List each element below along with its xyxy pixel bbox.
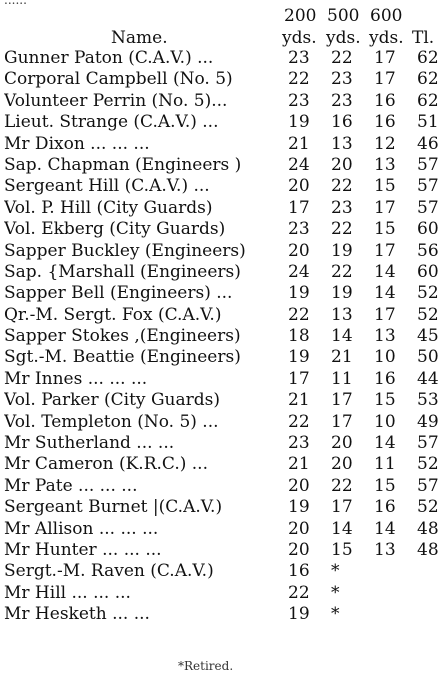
table-row [0, 433, 443, 454]
table-row [0, 347, 443, 368]
table-row [0, 561, 443, 582]
score-500: 17 [331, 411, 353, 432]
score-200: 19 [288, 283, 310, 304]
score-500: 22 [331, 219, 353, 240]
score-600: 16 [374, 497, 396, 518]
score-600: 17 [374, 240, 396, 261]
competitor-name: Sergt.-M. Raven (C.A.V.) [4, 561, 214, 582]
score-600: 14 [374, 518, 396, 539]
header-600-range: 600 [370, 6, 403, 26]
competitor-name: Sgt.-M. Beattie (Engineers) [4, 347, 241, 368]
score-500: 17 [331, 497, 353, 518]
score-total: 57 [417, 176, 439, 197]
competitor-name: Lieut. Strange (C.A.V.) ... [4, 112, 219, 133]
top-cut-off-text: ...... [4, 0, 27, 7]
score-600: 13 [374, 539, 396, 560]
score-total: 44 [417, 368, 439, 389]
score-total: 51 [417, 112, 439, 133]
score-total: 45 [417, 326, 439, 347]
score-200: 17 [288, 368, 310, 389]
table-row [0, 390, 443, 411]
score-200: 23 [288, 433, 310, 454]
score-total: 60 [417, 219, 439, 240]
score-200: 22 [288, 69, 310, 90]
score-600: 16 [374, 112, 396, 133]
score-200: 19 [288, 604, 310, 625]
table-row [0, 155, 443, 176]
header-total: Tl. [412, 28, 435, 48]
score-total: 53 [417, 390, 439, 411]
score-total: 52 [417, 283, 439, 304]
score-500: 22 [331, 261, 353, 282]
score-600: 10 [374, 347, 396, 368]
score-total: 52 [417, 454, 439, 475]
competitor-name: Sergeant Burnet |(C.A.V.) [4, 497, 223, 518]
competitor-name: Qr.-M. Sergt. Fox (C.A.V.) [4, 304, 222, 325]
score-total: 49 [417, 411, 439, 432]
competitor-name: Gunner Paton (C.A.V.) ... [4, 48, 214, 68]
table-row [0, 476, 443, 497]
competitor-name: Sergeant Hill (C.A.V.) ... [4, 176, 210, 197]
competitor-name: Sapper Bell (Engineers) ... [4, 283, 233, 304]
score-600: 13 [374, 154, 396, 175]
header-200-range: 200 [284, 6, 317, 26]
table-row [0, 262, 443, 283]
score-600: 10 [374, 411, 396, 432]
score-total: 62 [417, 90, 439, 111]
header-600-unit: yds. [369, 28, 404, 48]
score-500: 19 [331, 240, 353, 261]
score-500: 11 [331, 368, 353, 389]
score-600: 14 [374, 261, 396, 282]
score-total: 57 [417, 433, 439, 454]
table-row [0, 305, 443, 326]
competitor-name: Volunteer Perrin (No. 5)... [4, 90, 228, 111]
bottom-cut-off-note: *Retired. [178, 659, 234, 673]
score-total: 62 [417, 48, 439, 68]
table-row [0, 112, 443, 133]
score-200: 20 [288, 176, 310, 197]
score-500: 21 [331, 347, 353, 368]
score-500: 17 [331, 390, 353, 411]
score-500: 22 [331, 176, 353, 197]
score-500: 20 [331, 154, 353, 175]
table-row [0, 326, 443, 347]
score-total: 52 [417, 497, 439, 518]
score-200: 22 [288, 582, 310, 603]
score-total: 50 [417, 347, 439, 368]
score-200: 19 [288, 112, 310, 133]
score-200: 20 [288, 240, 310, 261]
competitor-name: Corporal Campbell (No. 5) [4, 69, 233, 90]
competitor-name: Mr Allison ... ... ... [4, 518, 159, 539]
table-row [0, 283, 443, 304]
competitor-name: Mr Hunter ... ... ... [4, 539, 162, 560]
table-row [0, 176, 443, 197]
table-row [0, 369, 443, 390]
score-600: 17 [374, 197, 396, 218]
score-total: 46 [417, 133, 439, 154]
score-total: 56 [417, 240, 439, 261]
score-200: 19 [288, 347, 310, 368]
score-200: 16 [288, 561, 310, 582]
table-row [0, 198, 443, 219]
score-600: 16 [374, 368, 396, 389]
score-total: 48 [417, 539, 439, 560]
score-200: 20 [288, 518, 310, 539]
header-500-range: 500 [327, 6, 360, 26]
score-600: 12 [374, 133, 396, 154]
score-total: 48 [417, 518, 439, 539]
score-table-body [0, 48, 443, 626]
score-500: 20 [331, 454, 353, 475]
competitor-name: Sapper Stokes ,(Engineers) [4, 326, 241, 347]
competitor-name: Vol. Ekberg (City Guards) [4, 219, 226, 240]
competitor-name: Mr Hill ... ... ... [4, 582, 131, 603]
score-total: 52 [417, 304, 439, 325]
table-row [0, 519, 443, 540]
score-200: 22 [288, 304, 310, 325]
table-row [0, 69, 443, 90]
table-row [0, 48, 443, 69]
header-200-unit: yds. [282, 28, 317, 48]
score-total: 57 [417, 475, 439, 496]
score-500: 14 [331, 326, 353, 347]
table-row [0, 497, 443, 518]
score-200: 20 [288, 539, 310, 560]
score-600: 13 [374, 326, 396, 347]
score-600: 15 [374, 390, 396, 411]
table-row [0, 241, 443, 262]
score-200: 23 [288, 48, 310, 68]
score-200: 23 [288, 219, 310, 240]
score-200: 19 [288, 497, 310, 518]
competitor-name: Mr Sutherland ... ... [4, 433, 175, 454]
score-total: 62 [417, 69, 439, 90]
table-row [0, 583, 443, 604]
table-row [0, 540, 443, 561]
score-600: 14 [374, 283, 396, 304]
score-500: 13 [331, 133, 353, 154]
score-total: 60 [417, 261, 439, 282]
retired-marker: * [331, 604, 340, 625]
score-600: 17 [374, 304, 396, 325]
score-600: 17 [374, 48, 396, 68]
score-600: 15 [374, 176, 396, 197]
header-500-unit: yds. [326, 28, 361, 48]
table-row [0, 412, 443, 433]
score-500: 19 [331, 283, 353, 304]
score-200: 24 [288, 154, 310, 175]
score-500: 20 [331, 433, 353, 454]
competitor-name: Mr Pate ... ... ... [4, 475, 138, 496]
competitor-name: Mr Dixon ... ... ... [4, 133, 150, 154]
score-200: 20 [288, 475, 310, 496]
score-500: 23 [331, 69, 353, 90]
table-row [0, 219, 443, 240]
score-200: 23 [288, 90, 310, 111]
table-row [0, 604, 443, 625]
score-200: 22 [288, 411, 310, 432]
table-row [0, 91, 443, 112]
score-500: 16 [331, 112, 353, 133]
score-total: 57 [417, 197, 439, 218]
name-column-header: Name. [111, 28, 168, 48]
competitor-name: Sap. {Marshall (Engineers) [4, 261, 241, 282]
score-200: 24 [288, 261, 310, 282]
score-600: 14 [374, 433, 396, 454]
score-500: 14 [331, 518, 353, 539]
table-row [0, 134, 443, 155]
competitor-name: Sapper Buckley (Engineers) [4, 240, 246, 261]
score-500: 23 [331, 90, 353, 111]
score-500: 22 [331, 48, 353, 68]
score-500: 23 [331, 197, 353, 218]
competitor-name: Sap. Chapman (Engineers ) [4, 154, 242, 175]
score-200: 21 [288, 454, 310, 475]
competitor-name: Mr Hesketh ... ... [4, 604, 150, 625]
score-200: 17 [288, 197, 310, 218]
competitor-name: Vol. P. Hill (City Guards) [4, 197, 213, 218]
score-600: 15 [374, 475, 396, 496]
score-600: 11 [374, 454, 396, 475]
table-row [0, 454, 443, 475]
competitor-name: Vol. Parker (City Guards) [4, 390, 220, 411]
score-200: 21 [288, 133, 310, 154]
retired-marker: * [331, 582, 340, 603]
score-total: 57 [417, 154, 439, 175]
score-600: 16 [374, 90, 396, 111]
competitor-name: Mr Innes ... ... ... [4, 368, 148, 389]
score-500: 22 [331, 475, 353, 496]
score-600: 15 [374, 219, 396, 240]
competitor-name: Mr Cameron (K.R.C.) ... [4, 454, 208, 475]
score-500: 15 [331, 539, 353, 560]
score-200: 18 [288, 326, 310, 347]
table-header [0, 0, 443, 48]
retired-marker: * [331, 561, 340, 582]
score-600: 17 [374, 69, 396, 90]
score-200: 21 [288, 390, 310, 411]
competitor-name: Vol. Templeton (No. 5) ... [4, 411, 219, 432]
score-500: 13 [331, 304, 353, 325]
